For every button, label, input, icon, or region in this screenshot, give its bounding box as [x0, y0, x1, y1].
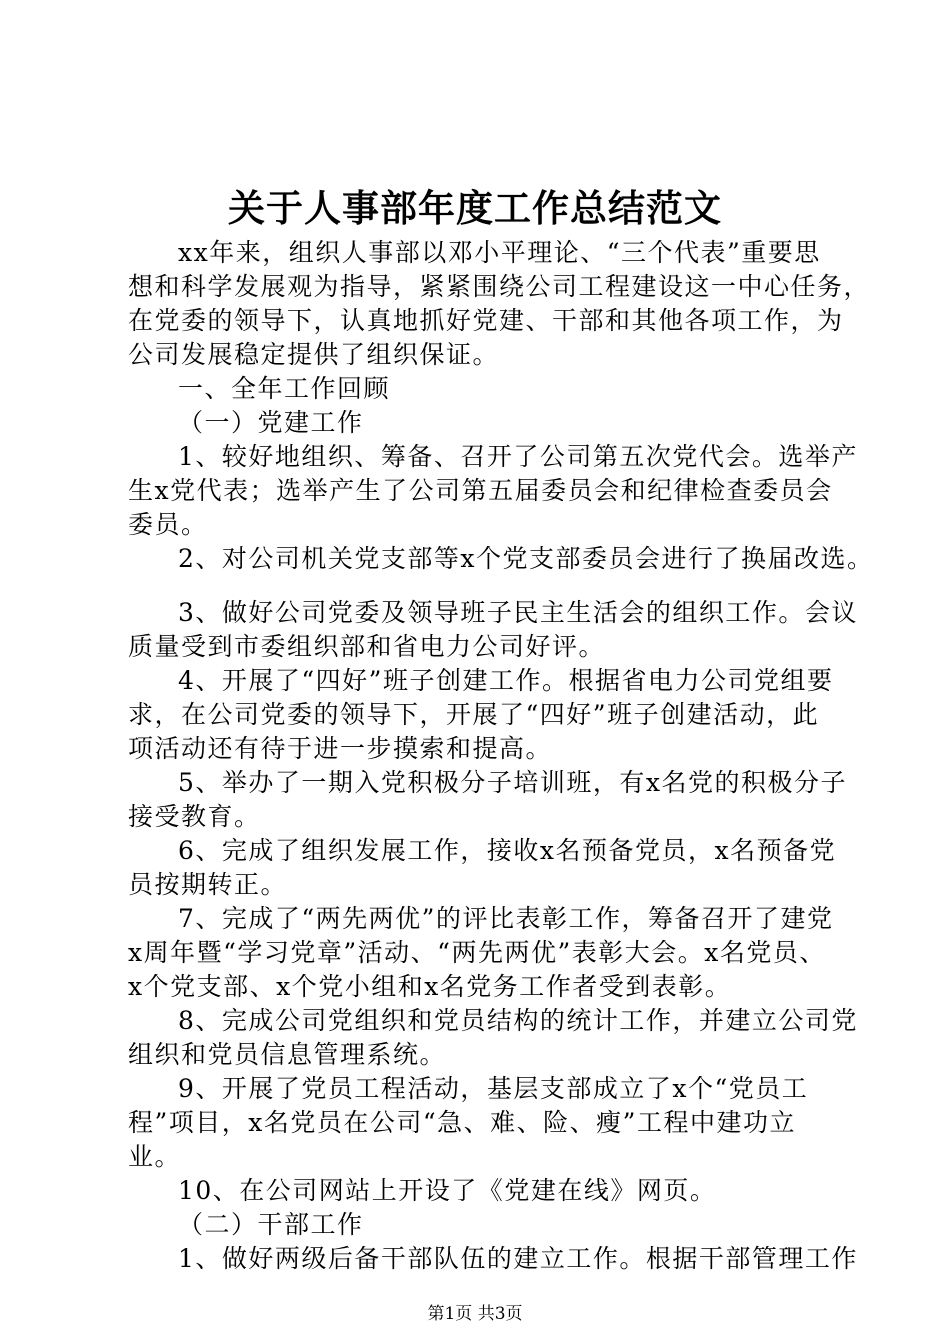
paragraph-line: 生x党代表；选举产生了公司第五届委员会和纪律检查委员会: [128, 476, 833, 505]
page-footer: 第1页 共3页: [427, 1304, 523, 1324]
paragraph-line: 8、完成公司党组织和党员结构的统计工作，并建立公司党: [178, 1006, 858, 1035]
document-title: 关于人事部年度工作总结范文: [228, 186, 722, 230]
paragraph-line: 1、较好地组织、筹备、召开了公司第五次党代会。选举产: [178, 442, 858, 471]
paragraph-line: 业。: [128, 1142, 182, 1171]
paragraph-line: 10、在公司网站上开设了《党建在线》网页。: [178, 1176, 717, 1205]
paragraph-line: 在党委的领导下，认真地抓好党建、干部和其他各项工作，为: [128, 306, 844, 335]
subsection-heading: （二）干部工作: [178, 1210, 364, 1239]
subsection-heading: （一）党建工作: [178, 408, 364, 437]
paragraph-line: xx年来，组织人事部以邓小平理论、“三个代表”重要思: [178, 238, 821, 267]
paragraph-line: 项活动还有待于进一步摸索和提高。: [128, 734, 553, 763]
paragraph-line: 4、开展了“四好”班子创建工作。根据省电力公司党组要: [178, 666, 834, 695]
paragraph-line: 9、开展了党员工程活动，基层支部成立了x个“党员工: [178, 1074, 809, 1103]
paragraph-line: 公司发展稳定提供了组织保证。: [128, 340, 500, 369]
paragraph-line: 3、做好公司党委及领导班子民主生活会的组织工作。会议: [178, 598, 858, 627]
paragraph-line: 想和科学发展观为指导，紧紧围绕公司工程建设这一中心任务，: [128, 272, 871, 301]
paragraph-line: 程”项目，x名党员在公司“急、难、险、瘦”工程中建功立: [128, 1108, 796, 1137]
paragraph-line: 求，在公司党委的领导下，开展了“四好”班子创建活动，此: [128, 700, 820, 729]
paragraph-line: 6、完成了组织发展工作，接收x名预备党员，x名预备党: [178, 836, 837, 865]
section-heading: 一、全年工作回顾: [178, 374, 391, 403]
paragraph-line: x个党支部、x个党小组和x名党务工作者受到表彰。: [128, 972, 732, 1001]
paragraph-line: 质量受到市委组织部和省电力公司好评。: [128, 632, 606, 661]
paragraph-line: 员按期转正。: [128, 870, 288, 899]
paragraph-line: 7、完成了“两先两优”的评比表彰工作，筹备召开了建党: [178, 904, 834, 933]
paragraph-line: 接受教育。: [128, 802, 261, 831]
paragraph-line: 5、举办了一期入党积极分子培训班，有x名党的积极分子: [178, 768, 848, 797]
paragraph-line: 1、做好两级后备干部队伍的建立工作。根据干部管理工作: [178, 1244, 858, 1273]
paragraph-line: 委员。: [128, 510, 208, 539]
paragraph-line: 2、对公司机关党支部等x个党支部委员会进行了换届改选。: [178, 544, 874, 573]
paragraph-line: x周年暨“学习党章”活动、“两先两优”表彰大会。x名党员、: [128, 938, 826, 967]
paragraph-line: 组织和党员信息管理系统。: [128, 1040, 447, 1069]
